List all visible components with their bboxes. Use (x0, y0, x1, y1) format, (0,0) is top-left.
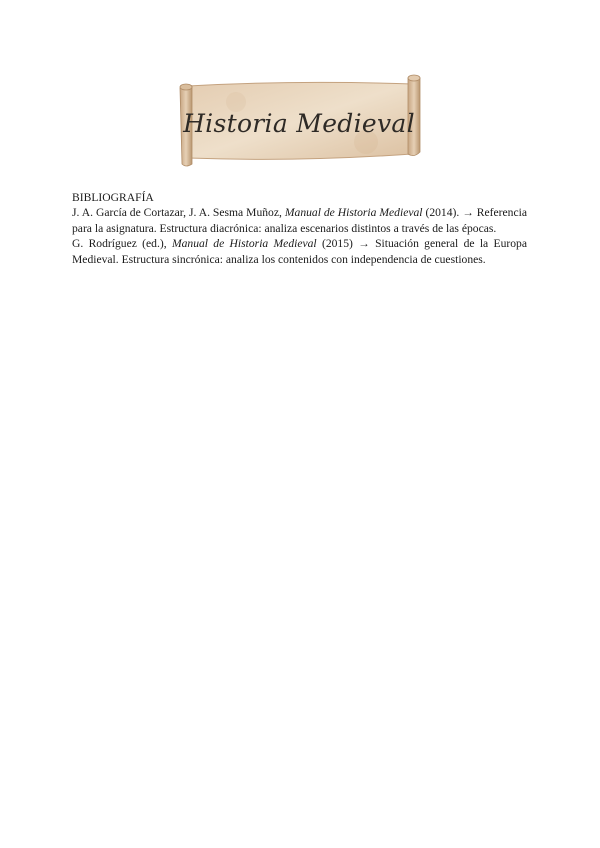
entry-title: Manual de Historia Medieval (284, 206, 423, 220)
banner-title: Historia Medieval (183, 108, 415, 138)
bibliography-heading: BIBLIOGRAFÍA (72, 191, 154, 204)
entry-authors: G. Rodríguez (ed.), (72, 237, 172, 251)
entry-title: Manual de Historia Medieval (171, 237, 317, 251)
entry-description: (2015) → Situación general de la Europa Medieval. Estructura sincrónica: analiza los contenidos con independencia de cuestiones. (72, 237, 527, 266)
bibliography-entry (72, 205, 527, 236)
entry-description: (2014). → Referencia para la asignatura. Estructura diacrónica: analiza escenarios distintos a través de las épocas. (72, 206, 527, 235)
title-banner (176, 72, 422, 170)
bibliography-section (72, 190, 527, 267)
entry-authors: J. A. García de Cortazar, J. A. Sesma Muñoz, (72, 206, 285, 220)
bibliography-entry (72, 236, 527, 267)
